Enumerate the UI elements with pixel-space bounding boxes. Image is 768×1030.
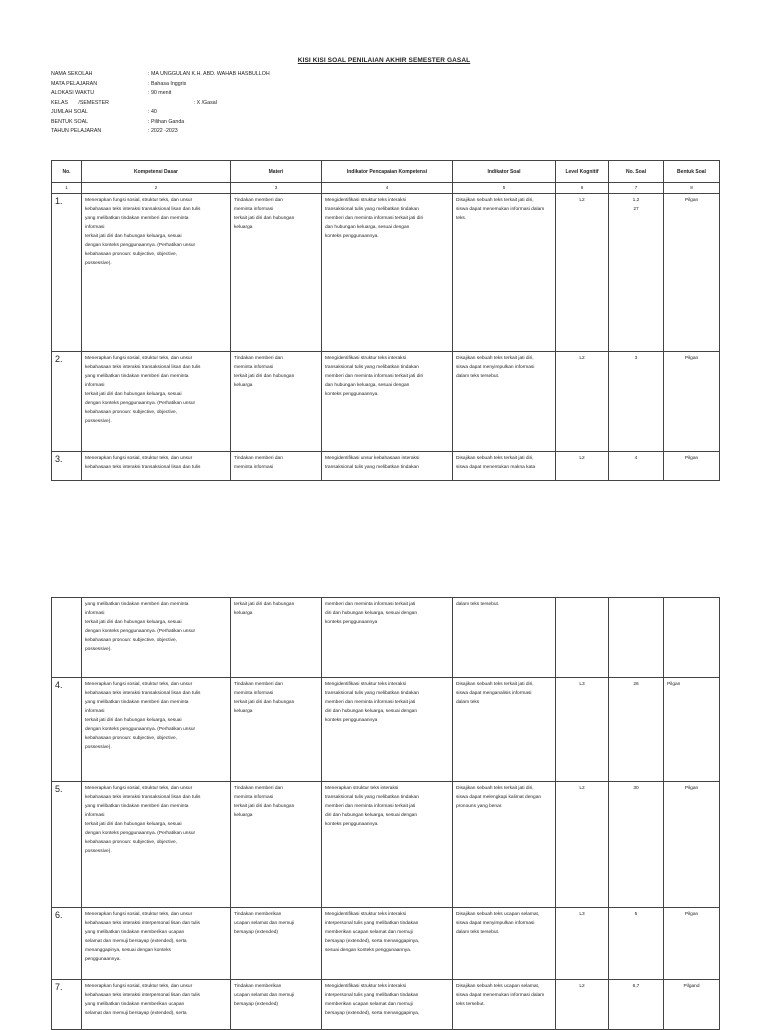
kisi-table-continued [51, 597, 720, 1030]
header-bentuk-soal: Bentuk Soal [664, 161, 720, 183]
indikator-soal-cell: Disajikan sebuah teks terkait jati diri, siswa dapat menentukan makna kata [453, 452, 556, 481]
no-soal-cell: 30 [609, 782, 664, 908]
info-value: : Pilihan Ganda [148, 118, 185, 125]
kompetensi-dasar-cell: Menerapkan fungsi sosial, struktur teks, dan unsur kebahasaan teks interaksi transaksional lisan dan tulis yang melibatkan tindakan memberi dan meminta informasi terkait jati diri dan hubungan keluarga, sesuai dengan konteks penggunaannya. (Perhatikan unsur kebahasaan pronoun: subjective, objective, possessive). [82, 194, 231, 352]
table-row [52, 678, 720, 782]
indikator-soal-cell: Disajikan sebuah teks terkait jati diri, siswa dapat melengkapi kalimat dengan pronouns yang benar. [453, 782, 556, 908]
materi-cell: Tindakan memberi dan meminta informasi terkait jati diri dan hubungan keluarga [231, 782, 322, 908]
school-info [51, 70, 270, 137]
no-soal-cell: 6,7 [609, 980, 664, 1030]
no-soal-cell: 4 [609, 452, 664, 481]
no-soal-cell: 3 [609, 352, 664, 452]
indikator-soal-cell: Disajikan sebuah teks terkait jati diri, siswa dapat menyimpulkan informasi dalam teks tersebut. [453, 352, 556, 452]
materi-cell: terkait jati diri dan hubungan keluarga [231, 598, 322, 678]
ipk-cell: Menerapkan struktur teks interaksi transaksional tulis yang melibatkan tindakan memberi dan meminta informasi terkait jati diri dan hubungan keluarga, sesuai dengan konteks penggunaannya. [322, 782, 453, 908]
info-value: : 40 [148, 109, 157, 115]
indikator-soal-cell: Disajikan sebuah teks ucapan selamat, siswa dapat menyimpulkan informasi dalam teks tersebut. [453, 908, 556, 980]
header-materi: Materi [231, 161, 322, 183]
table-row [52, 980, 720, 1030]
indikator-soal-cell: Disajikan sebuah teks terkait jati diri, siswa dapat menemukan informasi dalam teks. [453, 194, 556, 352]
info-label: NAMA SEKOLAH [51, 71, 93, 77]
index-row [52, 183, 720, 194]
row-number [52, 598, 82, 678]
bentuk-soal-cell: Pilgan [664, 678, 720, 782]
table-row [52, 908, 720, 980]
no-soal-cell: 5 [609, 908, 664, 980]
header-kompetensi-dasar: Kompetensi Dasar [82, 161, 231, 183]
info-row [51, 80, 270, 90]
info-label: BENTUK SOAL [51, 118, 89, 125]
info-row [51, 70, 270, 80]
row-number: 3. [52, 452, 82, 481]
info-value: : MA UNGGULAN K.H. ABD. WAHAB HASBULLOH [148, 71, 270, 77]
info-label: ALOKASI WAKTU [51, 90, 95, 96]
kompetensi-dasar-cell: Menerapkan fungsi sosial, struktur teks, dan unsur kebahasaan teks interaksi interpersonal lisan dan tulis yang melibatkan tindakan memberikan ucapan selamat dan memuji bersayap (extended), serta [82, 980, 231, 1030]
materi-cell: Tindakan memberi dan meminta informasi terkait jati diri dan hubungan keluarga [231, 678, 322, 782]
table-row [52, 598, 720, 678]
row-number: 4. [52, 678, 82, 782]
header-indikator-soal: Indikator Soal [453, 161, 556, 183]
row-number: 2. [52, 352, 82, 452]
materi-cell: Tindakan memberikan ucapan selamat dan memuji bersayap (extended) [231, 908, 322, 980]
header-row [52, 161, 720, 183]
info-row [51, 127, 270, 137]
header-ipk: Indikator Pencapaian Kompetensi [322, 161, 453, 183]
info-row [51, 118, 270, 128]
index-cell: 6 [556, 183, 609, 194]
info-label: JUMLAH SOAL [51, 109, 88, 115]
index-cell: 1 [52, 183, 82, 194]
bentuk-soal-cell [664, 598, 720, 678]
level-cell: L2 [556, 980, 609, 1030]
info-value: : 90 menit [148, 90, 172, 96]
level-cell [556, 598, 609, 678]
kompetensi-dasar-cell: Menerapkan fungsi sosial, struktur teks, dan unsur kebahasaan teks interaksi transaksional lisan dan tulis [82, 452, 231, 481]
info-label: MATA PELAJARAN [51, 80, 98, 87]
materi-cell: Tindakan memberi dan meminta informasi terkait jati diri dan hubungan keluarga [231, 194, 322, 352]
row-number: 7. [52, 980, 82, 1030]
bentuk-soal-cell: Pilgand [664, 980, 720, 1030]
level-cell: L2 [556, 782, 609, 908]
index-cell: 2 [82, 183, 231, 194]
table-row [52, 782, 720, 908]
document-title: KISI KISI SOAL PENILAIAN AKHIR SEMESTER GASAL [297, 57, 471, 64]
info-label: TAHUN PELAJARAN [51, 128, 102, 134]
row-number: 1. [52, 194, 82, 352]
indikator-soal-cell: dalam teks tersebut. [453, 598, 556, 678]
row-number: 5. [52, 782, 82, 908]
indikator-soal-cell: Disajikan sebuah teks terkait jati diri, siswa dapat menganalisis informasi dalam teks [453, 678, 556, 782]
kompetensi-dasar-cell: yang melibatkan tindakan memberi dan meminta informasi terkait jati diri dan hubungan keluarga, sesuai dengan konteks penggunaannya. (Perhatikan unsur kebahasaan pronoun: subjective, objective, possessive). [82, 598, 231, 678]
level-cell: L2 [556, 194, 609, 352]
index-cell: 7 [609, 183, 664, 194]
info-value: : X /Gasal [148, 99, 217, 106]
index-cell: 4 [322, 183, 453, 194]
ipk-cell: Mengidentifikasi struktur teks interaksi transaksional tulis yang melibatkan tindakan memberi dan meminta informasi terkait jati diri dan hubungan keluarga, sesuai dengan konteks penggunaannya. [322, 352, 453, 452]
ipk-cell: Mengidentifikasi unsur kebahasaan interaksi transaksional tulis yang melibatkan tindakan [322, 452, 453, 481]
table-row [52, 352, 720, 452]
header-level-kognitif: Level Kognitif [556, 161, 609, 183]
level-cell: L3 [556, 908, 609, 980]
kompetensi-dasar-cell: Menerapkan fungsi sosial, struktur teks, dan unsur kebahasaan teks interaksi transaksional lisan dan tulis yang melibatkan tindakan memberi dan meminta informasi terkait jati diri dan hubungan keluarga, sesuai dengan konteks penggunaannya. (Perhatikan unsur kebahasaan pronoun: subjective, objective, possessive). [82, 352, 231, 452]
materi-cell: Tindakan memberikan ucapan selamat dan memuji bersayap (extended) [231, 980, 322, 1030]
index-cell: 3 [231, 183, 322, 194]
info-row [51, 99, 270, 109]
no-soal-cell: 1,2 27 [609, 194, 664, 352]
info-row [51, 89, 270, 99]
ipk-cell: memberi dan meminta informasi terkait jati diri dan hubungan keluarga, sesuai dengan konteks penggunaannya [322, 598, 453, 678]
bentuk-soal-cell: Pilgan [664, 194, 720, 352]
info-label: KELAS /SEMESTER [51, 99, 109, 106]
table-row [52, 194, 720, 352]
kisi-table [51, 160, 720, 481]
bentuk-soal-cell: Pilgan [664, 782, 720, 908]
indikator-soal-cell: Disajikan sebuah teks ucapan selamat, siswa dapat menemukan informasi dalam teks tersebut. [453, 980, 556, 1030]
header-no-soal: No. Soal [609, 161, 664, 183]
info-value: : Bahasa Inggris [148, 80, 187, 87]
level-cell: L2 [556, 352, 609, 452]
materi-cell: Tindakan memberi dan meminta informasi terkait jati diri dan hubungan keluarga [231, 352, 322, 452]
index-cell: 5 [453, 183, 556, 194]
ipk-cell: Mengidentifikasi struktur teks interaksi transaksional tulis yang melibatkan tindakan memberi dan meminta informasi terkait jati diri dan hubungan keluarga, sesuai dengan konteks penggunaannya. [322, 194, 453, 352]
ipk-cell: Mengidentifikasi struktur teks interaksi transaksional tulis yang melibatkan tindakan memberi dan meminta informasi terkait jati diri dan hubungan keluarga, sesuai dengan konteks penggunaannya [322, 678, 453, 782]
bentuk-soal-cell: Pilgan [664, 352, 720, 452]
bentuk-soal-cell: Pilgan [664, 452, 720, 481]
kompetensi-dasar-cell: Menerapkan fungsi sosial, struktur teks, dan unsur kebahasaan teks interaksi transaksional lisan dan tulis yang melibatkan tindakan memberi dan meminta informasi terkait jati diri dan hubungan keluarga, sesuai dengan konteks penggunaannya. (Perhatikan unsur kebahasaan pronoun: subjective, objective, possessive). [82, 678, 231, 782]
header-no: No. [52, 161, 82, 183]
info-row [51, 108, 270, 118]
bentuk-soal-cell: Pilgan [664, 908, 720, 980]
level-cell: L2 [556, 452, 609, 481]
level-cell: L3 [556, 678, 609, 782]
no-soal-cell [609, 598, 664, 678]
ipk-cell: Mengidentifikasi struktur teks interaksi interpersonal tulis yang melibatkan tindakan memberikan ucapan selamat dan memuji bersayap (extended), serta menanggapinya, [322, 980, 453, 1030]
index-cell: 8 [664, 183, 720, 194]
kompetensi-dasar-cell: Menerapkan fungsi sosial, struktur teks, dan unsur kebahasaan teks interaksi interpersonal lisan dan tulis yang melibatkan tindakan memberikan ucapan selamat dan memuji bersayap (extended), serta menanggapinya, sesuai dengan konteks penggunaannya. [82, 908, 231, 980]
ipk-cell: Mengidentifikasi struktur teks interaksi interpersonal tulis yang melibatkan tindakan memberikan ucapan selamat dan memuji bersayap (extended), serta menanggapinya, sesuai dengan konteks penggunaannya. [322, 908, 453, 980]
row-number: 6. [52, 908, 82, 980]
no-soal-cell: 26 [609, 678, 664, 782]
materi-cell: Tindakan memberi dan meminta informasi [231, 452, 322, 481]
info-value: : 2022 -2023 [148, 128, 178, 134]
kompetensi-dasar-cell: Menerapkan fungsi sosial, struktur teks, dan unsur kebahasaan teks interaksi transaksional lisan dan tulis yang melibatkan tindakan memberi dan meminta informasi terkait jati diri dan hubungan keluarga, sesuai dengan konteks penggunaannya. (Perhatikan unsur kebahasaan pronoun: subjective, objective, possessive). [82, 782, 231, 908]
table-row [52, 452, 720, 481]
